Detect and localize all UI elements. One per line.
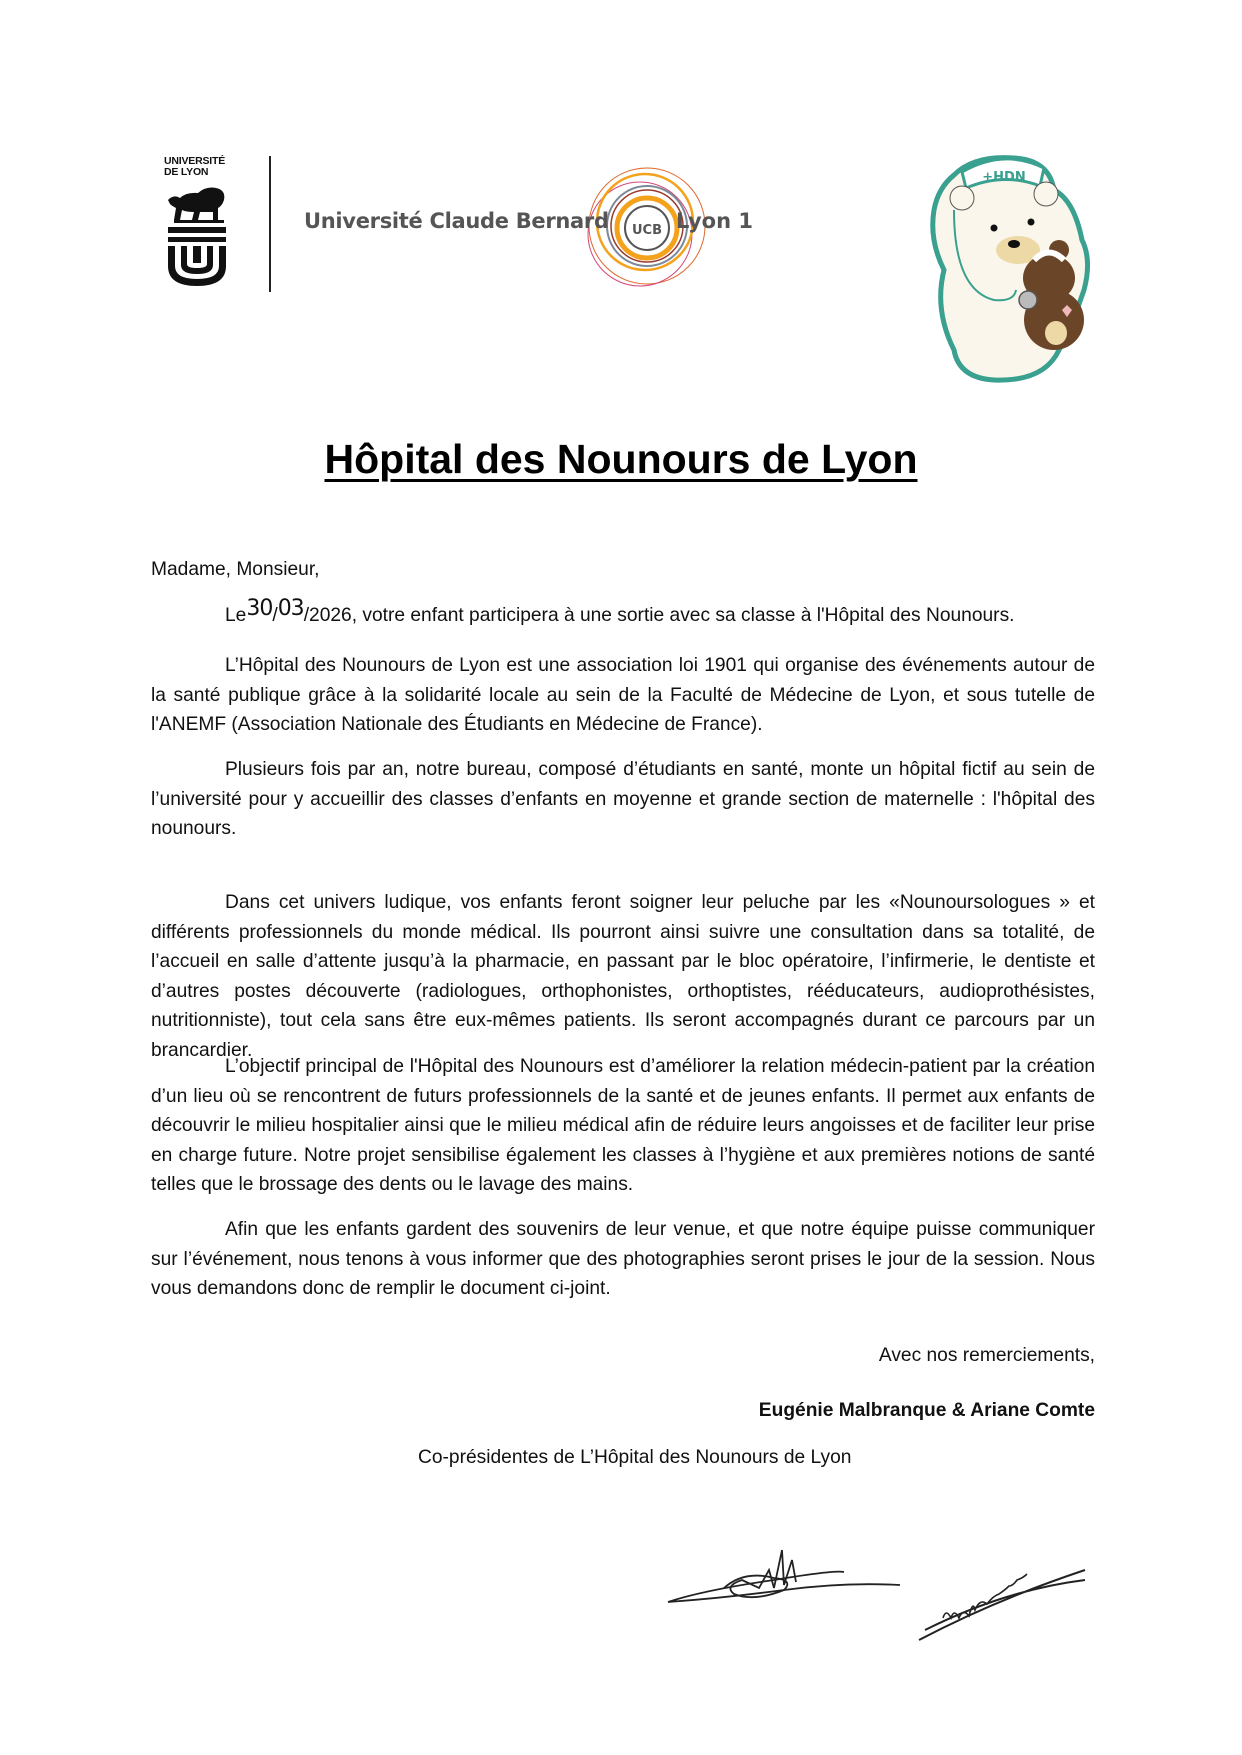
- paragraph-univers: [151, 888, 1095, 1066]
- paragraph-bureau: [151, 755, 1095, 844]
- universite-de-lyon-logo: [164, 156, 230, 293]
- paragraph-association-text: L’Hôpital des Nounours de Lyon est une association loi 1901 qui organise des événements autour de la santé publique grâce à la solidarité locale au sein de la Faculté de Médecine de Lyon, et sous tutelle de l'ANEMF (Association Nationale des Étudiants en Médecine de France).: [151, 655, 1095, 736]
- paragraph-univers-text: Dans cet univers ludique, vos enfants feront soigner leur peluche par les «Nounoursologues » et différents professionnels du monde médical. Ils pourront ainsi suivre une consultation dans sa totalité, de l’accueil en salle d’attente jusqu’à la pharmacie, en passant par le bloc opératoire, l’infirmerie, le dentiste et d’autres postes découverte (radiologues, orthophonistes, orthoptistes, rééducateurs, audioprothésistes, nutritionniste), tout cela sans être eux-mêmes patients. Ils seront accompagnés durant ce parcours par un brancardier.: [151, 892, 1095, 1061]
- signature-2-icon: [915, 1530, 1095, 1650]
- signature-1-icon: [664, 1530, 904, 1630]
- signatory-names: Eugénie Malbranque & Ariane Comte: [758, 1400, 1095, 1421]
- salutation: [151, 555, 1095, 585]
- paragraph-date-text: Le30/03/2026, votre enfant participera à une sortie avec sa classe à l'Hôpital des Nounours.: [225, 596, 1015, 626]
- ucbl-logo-text: Université Claude Bernard: [304, 209, 609, 233]
- udl-logo-line2: DE LYON: [164, 166, 209, 178]
- document-title: Hôpital des Nounours de Lyon: [324, 436, 918, 482]
- ucbl-badge-text: UCB: [631, 223, 663, 238]
- closing: Avec nos remerciements,: [878, 1345, 1095, 1366]
- paragraph-date: [151, 596, 1095, 631]
- paragraph-objectif: [151, 1052, 1095, 1200]
- handwritten-day: 30: [246, 596, 273, 621]
- ucbl-logo-suffix: Lyon 1: [676, 209, 753, 233]
- salutation-text: Madame, Monsieur,: [151, 559, 320, 580]
- lion-u-emblem-icon: [164, 178, 230, 288]
- paragraph-objectif-text: L’objectif principal de l'Hôpital des Nounours est d’améliorer la relation médecin-patient par la création d’un lieu où se rencontrent de futurs professionnels de la santé et de jeunes enfants. Il permet aux enfants de découvrir le milieu hospitalier ainsi que le milieu médical afin de réduire leurs angoisses et de faciliter leur prise en charge future. Notre projet sensibilise également les classes à l’hygiène et aux premières notions de santé telles que le brossage des dents ou le lavage des mains.: [151, 1056, 1095, 1196]
- paragraph-photos-text: Afin que les enfants gardent des souvenirs de leur venue, et que notre équipe puisse communiquer sur l’événement, nous tenons à vous informer que des photographies seront prises le jour de la session. Nous vous demandons donc de remplir le document ci-joint.: [151, 1219, 1095, 1300]
- paragraph-photos: [151, 1215, 1095, 1304]
- paragraph-association: [151, 651, 1095, 740]
- date-prefix: Le: [225, 605, 247, 626]
- paragraph-bureau-text: Plusieurs fois par an, notre bureau, composé d’étudiants en santé, monte un hôpital fictif au sein de l’université pour y accueillir des classes d’enfants en moyenne et grande section de maternelle : l'hôpital des nounours.: [151, 759, 1095, 840]
- svg-text:+HDN: +HDN: [982, 170, 1026, 185]
- logo-divider: [269, 156, 271, 292]
- signatory-role: Co-présidentes de L’Hôpital des Nounours de Lyon: [418, 1447, 852, 1468]
- teddy-bear-nurse-icon: [924, 150, 1094, 385]
- udl-logo-line1: UNIVERSITÉ: [164, 155, 226, 167]
- date-sentence: /2026, votre enfant participera à une sortie avec sa classe à l'Hôpital des Nounours.: [303, 605, 1015, 626]
- handwritten-month: 03: [277, 596, 304, 621]
